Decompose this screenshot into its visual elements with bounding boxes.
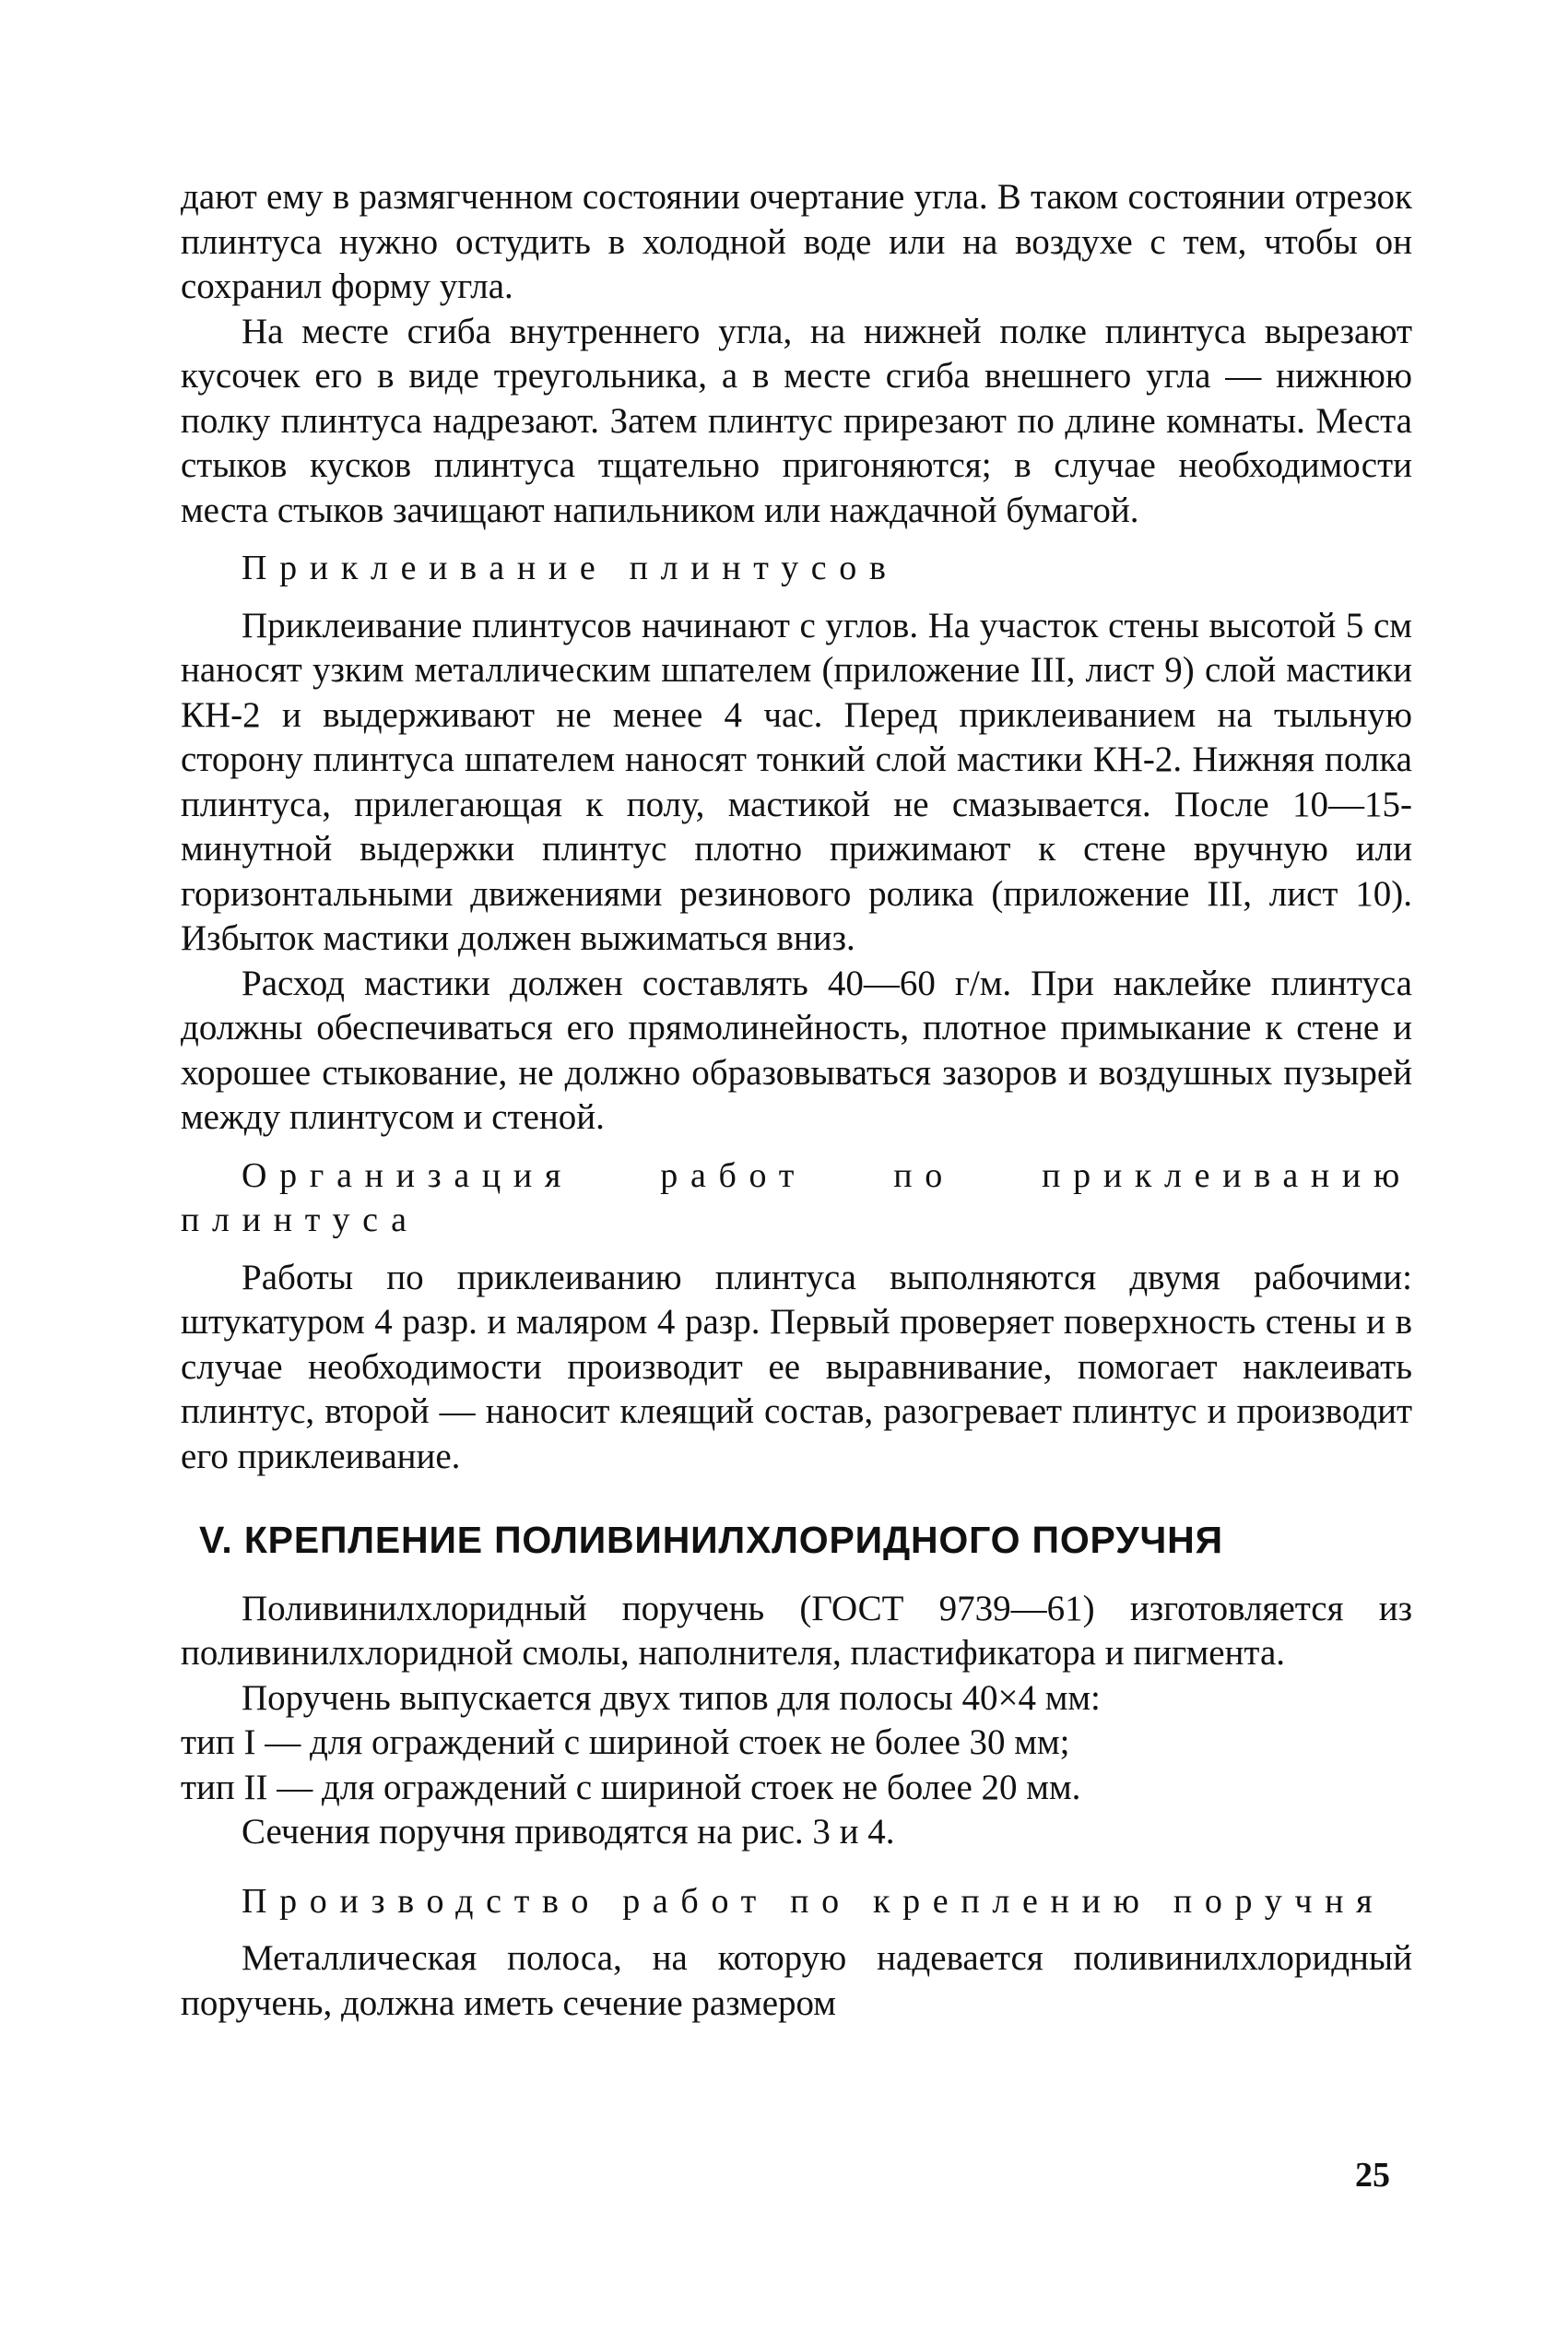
paragraph: Работы по приклеиванию плинтуса выполняются двумя рабочими: штукатуром 4 разр. и маляром 4 разр. Первый проверяет поверхность стены и в случае необходимости производит ее выравнивание, помогает наклеивать плинтус, второй — наносит клеящий состав, разогревает плинтус и производит его приклеивание. xyxy=(181,1257,1412,1476)
paragraph: Расход мастики должен составлять 40—60 г/м. При наклейке плинтуса должны обеспечиваться его прямолинейность, плотное примыкание к стене и хорошее стыкование, не должно образовываться зазоров и воздушных пузырей между плинтусом и стеной. xyxy=(181,963,1412,1137)
paragraph: Металлическая полоса, на которую надевается поливинилхлоридный поручень, должна иметь сечение размером xyxy=(181,1938,1412,2023)
subheading: Производство работ по креплению поручня xyxy=(242,1881,1385,1921)
paragraph: На месте сгиба внутреннего угла, на нижней полке плинтуса вырезают кусочек его в виде треугольника, а в месте сгиба внешнего угла — нижнюю полку плинтуса надрезают. Затем плинтус прирезают по длине комнаты. Места стыков кусков плинтуса тщательно пригоняются; в случае необходимости места стыков зачищают напильником или наждачной бумагой. xyxy=(181,311,1412,530)
paragraph: Поручень выпускается двух типов для полосы 40×4 мм: xyxy=(242,1677,1101,1718)
section-heading: V. КРЕПЛЕНИЕ ПОЛИВИНИЛХЛОРИДНОГО ПОРУЧНЯ xyxy=(199,1519,1223,1561)
paragraph: Сечения поручня приводятся на рис. 3 и 4. xyxy=(242,1812,895,1852)
paragraph: Поливинилхлоридный поручень (ГОСТ 9739—61) изготовляется из поливинилхлоридной смолы, наполнителя, пластификатора и пигмента. xyxy=(181,1588,1412,1673)
subheading: Организация работ по приклеиванию плинтуса xyxy=(181,1155,1412,1239)
subheading: Приклеивание плинтусов xyxy=(242,549,899,587)
paragraph: Приклеивание плинтусов начинают с углов. На участок стены высотой 5 см наносят узким металлическим шпателем (приложение III, лист 9) слой мастики КН-2 и выдерживают не менее 4 час. Перед приклеиванием на тыльную сторону плинтуса шпателем наносят тонкий слой мастики КН-2. Нижняя полка плинтуса, прилегающая к полу, мастикой не смазывается. После 10—15-минутной выдержки плинтус плотно прижимают к стене вручную или горизонтальными движениями резинового ролика (приложение III, лист 10). Избыток мастики должен выжиматься вниз. xyxy=(181,605,1412,958)
page-body xyxy=(181,175,1412,2026)
page-number: 25 xyxy=(1355,2156,1390,2195)
paragraph: дают ему в размягченном состоянии очертание угла. В таком состоянии отрезок плинтуса нужно остудить в холодной воде или на воздухе с тем, чтобы он сохранил форму угла. xyxy=(181,177,1412,306)
list-line: тип I — для ограждений с шириной стоек не более 30 мм; xyxy=(181,1722,1070,1762)
list-line: тип II — для ограждений с шириной стоек не более 20 мм. xyxy=(181,1767,1081,1807)
